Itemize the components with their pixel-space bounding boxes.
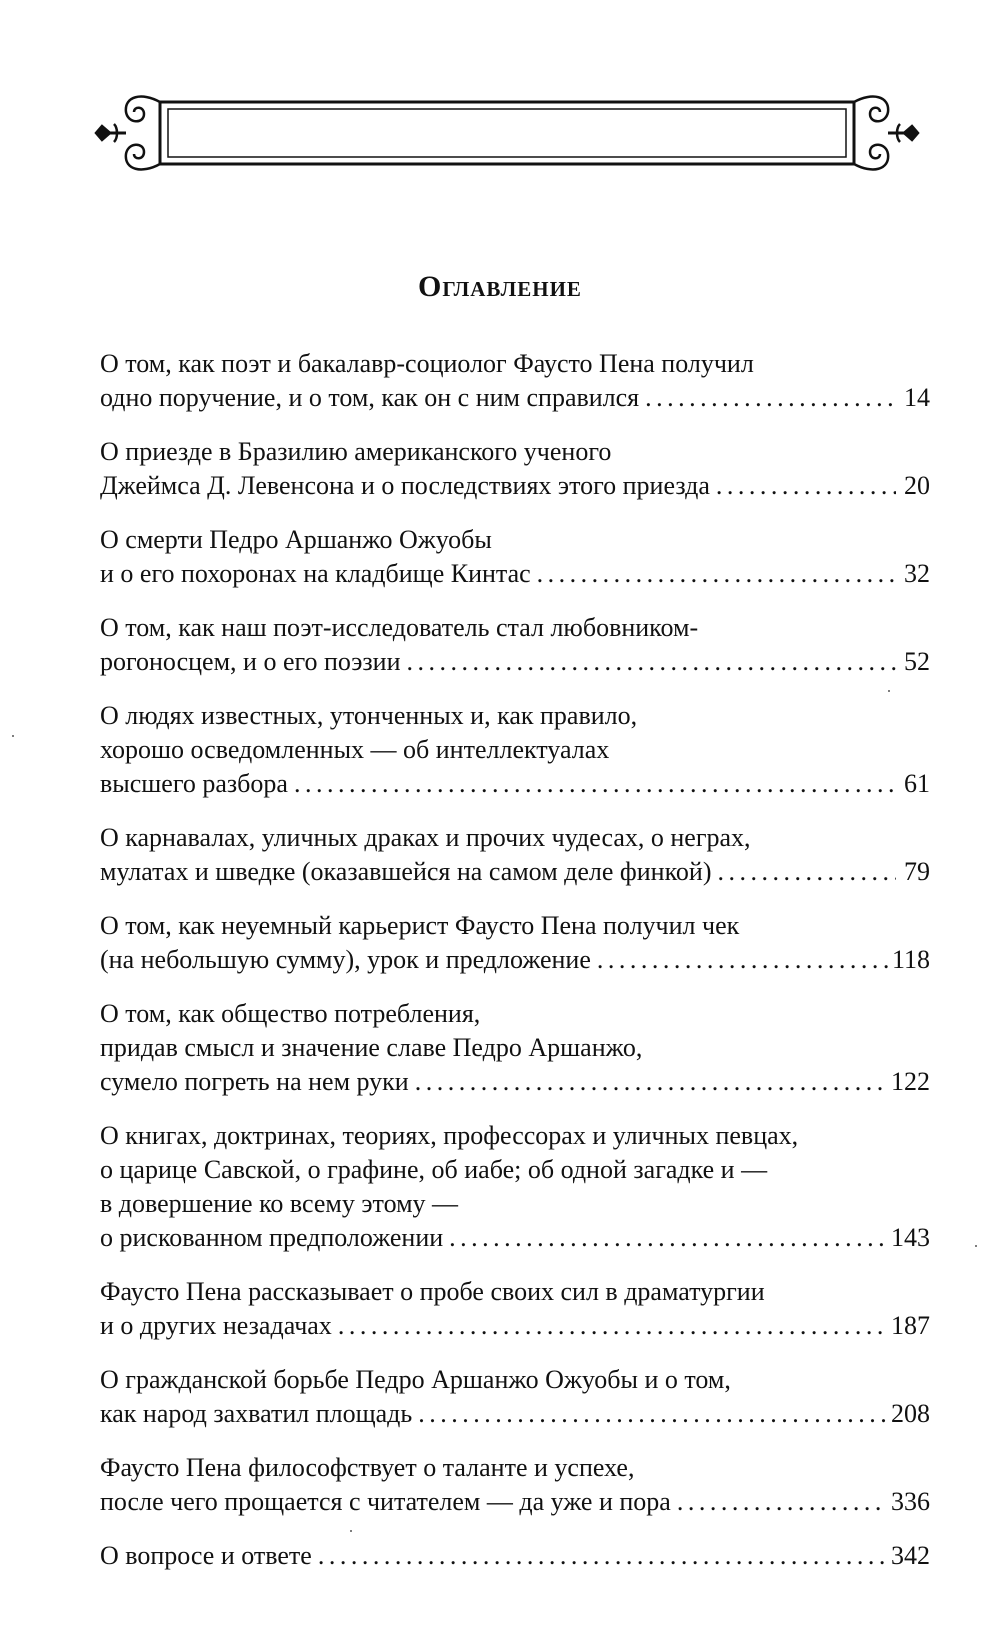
toc-entry [100,1451,930,1519]
toc-page-number: 52 [904,647,930,676]
toc-entry-text: О вопросе и ответе [100,1541,312,1570]
toc-entry [100,435,930,503]
toc-entry-line: о царице Савской, о графине, об иабе; об одной загадке и — [100,1155,768,1184]
toc-entry-text: сумело погреть на нем руки [100,1067,409,1096]
toc-entry-last-line [100,1539,930,1573]
toc-page-number: 14 [904,383,930,412]
toc-page-number: 342 [891,1541,930,1570]
toc-entry-text: рогоносцем, и о его поэзии [100,647,401,676]
dot-leader [645,381,896,415]
toc-entry-last-line [100,1221,930,1255]
dot-leader [294,767,896,801]
toc-entry-text: и о других незадачах [100,1311,332,1340]
toc-entry-line: О том, как наш поэт-исследователь стал любовником- [100,613,699,642]
toc-entry-line: О карнавалах, уличных драках и прочих чудесах, о неграх, [100,823,751,852]
dot-leader [418,1397,887,1431]
toc-entry-text: и о его похоронах на кладбище Кинтас [100,559,531,588]
toc-page-number: 187 [891,1311,930,1340]
table-of-contents [100,347,930,1593]
dot-leader [717,855,896,889]
toc-entry-last-line [100,381,930,415]
decorative-frame-ornament [92,88,922,178]
toc-entry-line: О смерти Педро Аршанжо Ожуобы [100,525,492,554]
toc-entry [100,347,930,415]
toc-page-number: 143 [891,1223,930,1252]
toc-entry [100,611,930,679]
toc-entry [100,1275,930,1343]
toc-entry-last-line [100,645,930,679]
toc-entry-text: мулатах и шведке (оказавшейся на самом деле финкой) [100,857,712,886]
toc-entry [100,997,930,1099]
toc-entry-line: Фаусто Пена философствует о таланте и успехе, [100,1453,635,1482]
scan-speck [12,735,14,737]
toc-entry [100,1539,930,1573]
toc-page-number: 118 [891,945,930,974]
page-title: Оглавление [418,270,582,303]
dot-leader [449,1221,887,1255]
toc-entry-last-line [100,1309,930,1343]
dot-leader [716,469,896,503]
toc-entry-line: О том, как поэт и бакалавр-социолог Фаусто Пена получил [100,349,754,378]
toc-entry-line: О приезде в Бразилию американского ученого [100,437,612,466]
toc-page-number: 20 [904,471,930,500]
toc-entry [100,699,930,801]
toc-entry-line: придав смысл и значение славе Педро Аршанжо, [100,1033,643,1062]
dot-leader [318,1539,887,1573]
scan-speck [350,1530,352,1532]
toc-entry-last-line [100,557,930,591]
toc-entry [100,821,930,889]
toc-entry-last-line [100,855,930,889]
toc-entry-text: одно поручение, и о том, как он с ним справился [100,383,640,412]
dot-leader [537,557,896,591]
toc-entry-last-line [100,1485,930,1519]
scan-speck [888,690,890,692]
toc-page-number: 336 [891,1487,930,1516]
toc-page-number: 32 [904,559,930,588]
toc-entry [100,1363,930,1431]
toc-entry-line: в довершение ко всему этому — [100,1189,459,1218]
toc-entry-last-line [100,943,930,977]
dot-leader [415,1065,887,1099]
toc-entry-last-line [100,469,930,503]
dot-leader [677,1485,887,1519]
toc-page-number: 79 [904,857,930,886]
toc-entry [100,909,930,977]
toc-entry-text: как народ захватил площадь [100,1399,413,1428]
toc-entry-line: О том, как неуемный карьерист Фаусто Пена получил чек [100,911,740,940]
toc-entry-line: Фаусто Пена рассказывает о пробе своих сил в драматургии [100,1277,765,1306]
toc-entry-text: Джеймса Д. Левенсона и о последствиях этого приезда [100,471,710,500]
toc-entry-line: О книгах, доктринах, теориях, профессорах и уличных певцах, [100,1121,799,1150]
toc-entry [100,1119,930,1255]
dot-leader [407,645,897,679]
dot-leader [597,943,888,977]
toc-entry-text: после чего прощается с читателем — да уже и пора [100,1487,671,1516]
toc-entry-text: высшего разбора [100,769,288,798]
toc-entry-line: О гражданской борьбе Педро Аршанжо Ожуобы и о том, [100,1365,731,1394]
toc-entry-last-line [100,1397,930,1431]
toc-page-number: 122 [891,1067,930,1096]
toc-entry-text: (на небольшую сумму), урок и предложение [100,945,591,974]
scan-speck [975,1245,977,1247]
toc-entry [100,523,930,591]
dot-leader [338,1309,887,1343]
toc-entry-line: хорошо осведомленных — об интеллектуалах [100,735,610,764]
toc-page-number: 208 [891,1399,930,1428]
toc-entry-text: о рискованном предположении [100,1223,444,1252]
toc-page-number: 61 [904,769,930,798]
toc-entry-last-line [100,767,930,801]
toc-entry-line: О том, как общество потребления, [100,999,481,1028]
toc-entry-line: О людях известных, утонченных и, как правило, [100,701,638,730]
toc-entry-last-line [100,1065,930,1099]
